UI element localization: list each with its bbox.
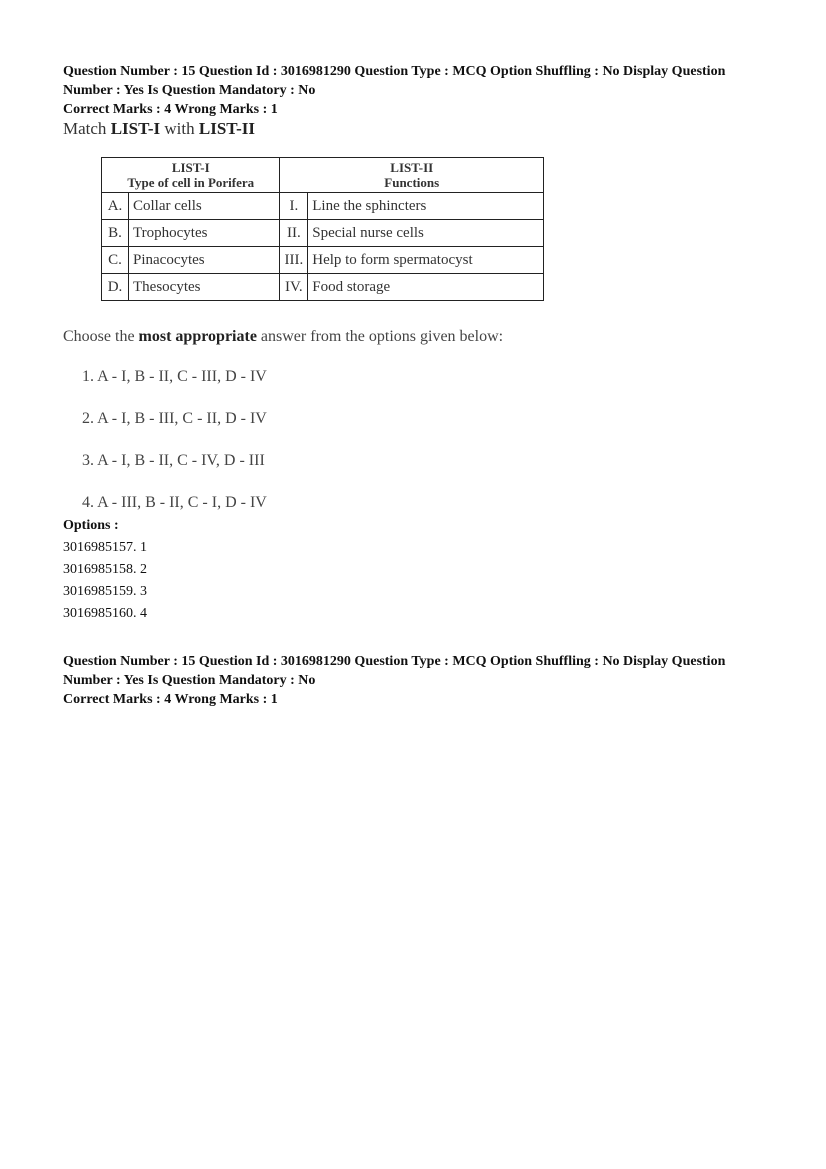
option-id-1: 3016985157. 1 (63, 540, 147, 555)
list1-header: LIST-I Type of cell in Porifera (102, 158, 280, 193)
next-question-header (63, 652, 783, 709)
match-table (101, 157, 544, 301)
option-id-4: 3016985160. 4 (63, 606, 147, 621)
options-label: Options : (63, 518, 119, 533)
header-line-1: Question Number : 15 Question Id : 3016981290 Question Type : MCQ Option Shuffling : No Display Question (63, 64, 726, 79)
question-prompt: Choose the most appropriate answer from the options given below: (63, 328, 504, 345)
header-line-3: Correct Marks : 4 Wrong Marks : 1 (63, 692, 278, 707)
table-row: A. Collar cells I. Line the sphincters (102, 193, 544, 220)
table-row: C. Pinacocytes III. Help to form spermatocyst (102, 247, 544, 274)
header-line-2: Number : Yes Is Question Mandatory : No (63, 673, 316, 688)
question-title: Match LIST-I with LIST-II (63, 119, 255, 138)
header-line-2: Number : Yes Is Question Mandatory : No (63, 83, 316, 98)
answer-choice-2[interactable]: 2. A - I, B - III, C - II, D - IV (82, 410, 267, 427)
table-row: B. Trophocytes II. Special nurse cells (102, 220, 544, 247)
header-line-3: Correct Marks : 4 Wrong Marks : 1 (63, 102, 278, 117)
question-header (63, 62, 783, 119)
option-id-2: 3016985158. 2 (63, 562, 147, 577)
option-id-3: 3016985159. 3 (63, 584, 147, 599)
table-header-row (102, 158, 544, 193)
answer-choice-3[interactable]: 3. A - I, B - II, C - IV, D - III (82, 452, 265, 469)
table-row: D. Thesocytes IV. Food storage (102, 274, 544, 301)
answer-choice-4[interactable]: 4. A - III, B - II, C - I, D - IV (82, 494, 267, 511)
header-line-1: Question Number : 15 Question Id : 3016981290 Question Type : MCQ Option Shuffling : No Display Question (63, 654, 726, 669)
answer-choice-1[interactable]: 1. A - I, B - II, C - III, D - IV (82, 368, 267, 385)
list2-header: LIST-II Functions (280, 158, 544, 193)
